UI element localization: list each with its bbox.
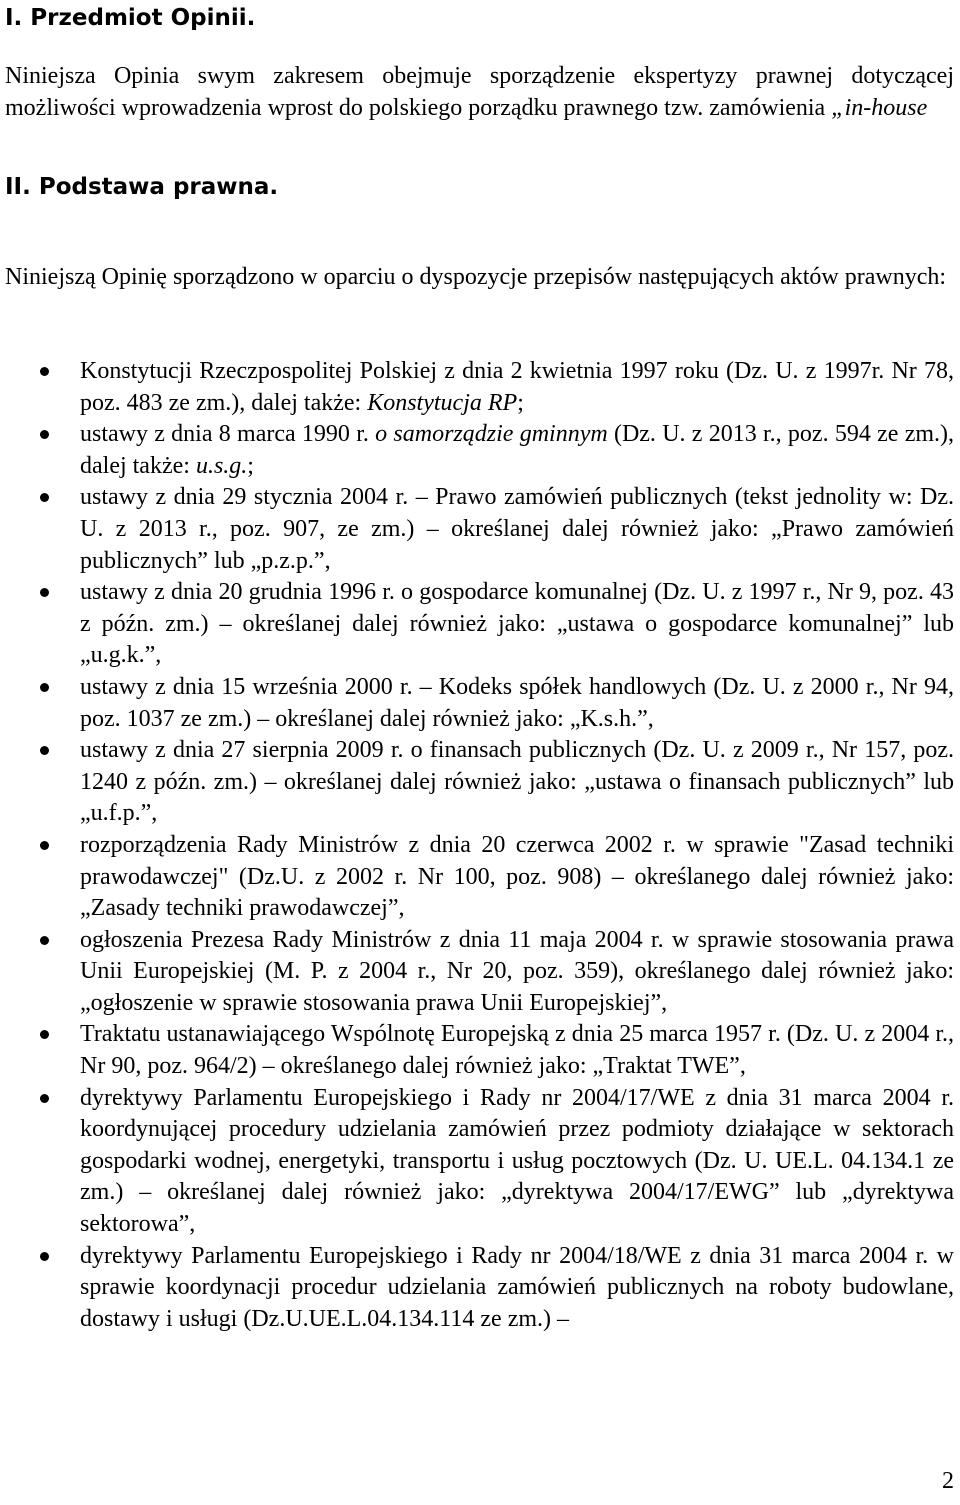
bullet-icon (40, 493, 49, 502)
list-item-text: Traktatu ustanawiającego Wspólnotę Europejską z dnia 25 marca 1957 r. (Dz. U. z 2004 r., Nr 90, poz. 964/2) – określanego dalej również jako: „Traktat TWE”, (80, 1021, 954, 1080)
bullet-icon (40, 1030, 49, 1039)
legal-acts-list (0, 356, 954, 1335)
list-item-text: ; (517, 389, 524, 416)
section-heading-subject: I. Przedmiot Opinii. (5, 5, 256, 31)
list-item (0, 1019, 954, 1082)
list-item-text: ogłoszenia Prezesa Rady Ministrów z dnia 11 maja 2004 r. w sprawie stosowania prawa Unii Europejskiej (M. P. z 2004 r., Nr 20, poz. 359), określanego dalej również jako: „ogłoszenie w sprawie stosowania prawa Unii Europejskiej”, (80, 926, 954, 1016)
subject-paragraph-text: Niniejsza Opinia swym zakresem obejmuje sporządzenie ekspertyzy prawnej dotyczącej możliwości wprowadzenia wprost do polskiego porządku prawnego tzw. zamówienia (5, 63, 954, 121)
list-item (0, 735, 954, 830)
list-item-text: ustawy z dnia 20 grudnia 1996 r. o gospodarce komunalnej (Dz. U. z 1997 r., Nr 9, poz. 43 z późn. zm.) – określanej dalej również jako: „ustawa o gospodarce komunalnej” lub „u.g.k.”, (80, 579, 954, 669)
list-item-text: ; (247, 452, 254, 479)
list-item-text: ustawy z dnia 15 września 2000 r. – Kodeks spółek handlowych (Dz. U. z 2000 r., Nr 94, poz. 1037 ze zm.) – określanej dalej również jako: „K.s.h.”, (80, 673, 954, 732)
list-item (0, 1241, 954, 1336)
legal-basis-paragraph: Niniejszą Opinię sporządzono w oparciu o dyspozycje przepisów następujących aktów prawnych: (5, 264, 947, 290)
list-item (0, 830, 954, 925)
list-item-text: ustawy z dnia 27 sierpnia 2009 r. o finansach publicznych (Dz. U. z 2009 r., Nr 157, poz. 1240 z późn. zm.) – określanej dalej również jako: „ustawa o finansach publicznych” lub „u.f.p.”, (80, 737, 954, 827)
list-item-italic: o samorządzie gminnym (375, 421, 608, 448)
page-number: 2 (942, 1468, 954, 1494)
list-item-text: rozporządzenia Rady Ministrów z dnia 20 czerwca 2002 r. w sprawie "Zasad techniki prawodawczej" (Dz.U. z 2002 r. Nr 100, poz. 908) – określanego dalej również jako: „Zasady techniki prawodawczej”, (80, 831, 954, 922)
bullet-icon (40, 746, 49, 755)
list-item (0, 925, 954, 1020)
list-item-text: (Dz. U. z 2013 r., poz. 594 ze zm.), dalej także: (80, 421, 955, 479)
list-item-text: Konstytucji Rzeczpospolitej Polskiej z dnia 2 kwietnia 1997 roku (Dz. U. z 1997r. Nr 78, poz. 483 ze zm.), dalej także: (80, 358, 954, 416)
bullet-icon (40, 936, 49, 945)
subject-paragraph (5, 60, 954, 124)
list-item (0, 672, 954, 735)
bullet-icon (40, 1094, 49, 1103)
list-item-text: ustawy z dnia 29 stycznia 2004 r. – Prawo zamówień publicznych (tekst jednolity w: Dz. U. z 2013 r., poz. 907, ze zm.) – określanej dalej również jako: „Prawo zamówień publicznych” lub „p.z.p.”, (80, 484, 954, 574)
list-item (0, 577, 954, 672)
bullet-icon (40, 841, 49, 850)
bullet-icon (40, 683, 49, 692)
list-item-text: dyrektywy Parlamentu Europejskiego i Rady nr 2004/17/WE z dnia 31 marca 2004 r. koordynującej procedury udzielania zamówień przez podmioty działające w sektorach gospodarki wodnej, energetyki, transportu i usług pocztowych (Dz. U. UE.L. 04.134.1 ze zm.) – określanej dalej również jako: „dyrektywa 2004/17/EWG” lub „dyrektywa sektorowa”, (80, 1084, 954, 1238)
in-house-term: „in-house (831, 95, 928, 121)
list-item (0, 419, 954, 482)
list-item (0, 1083, 954, 1241)
list-item-italic: u.s.g. (195, 452, 248, 479)
list-item (0, 356, 954, 419)
bullet-icon (40, 430, 49, 439)
section-heading-legal-basis: II. Podstawa prawna. (5, 174, 279, 200)
list-item (0, 482, 954, 577)
bullet-icon (40, 1252, 49, 1261)
bullet-icon (40, 588, 49, 597)
bullet-icon (40, 367, 49, 376)
list-item-text: ustawy z dnia 8 marca 1990 r. (80, 421, 376, 448)
list-item-italic: Konstytucja RP (367, 389, 518, 416)
list-item-text: dyrektywy Parlamentu Europejskiego i Rady nr 2004/18/WE z dnia 31 marca 2004 r. w sprawie koordynacji procedur udzielania zamówień publicznych na roboty budowlane, dostawy i usługi (Dz.U.UE.L.04.134.114 ze zm.) – (80, 1242, 954, 1332)
